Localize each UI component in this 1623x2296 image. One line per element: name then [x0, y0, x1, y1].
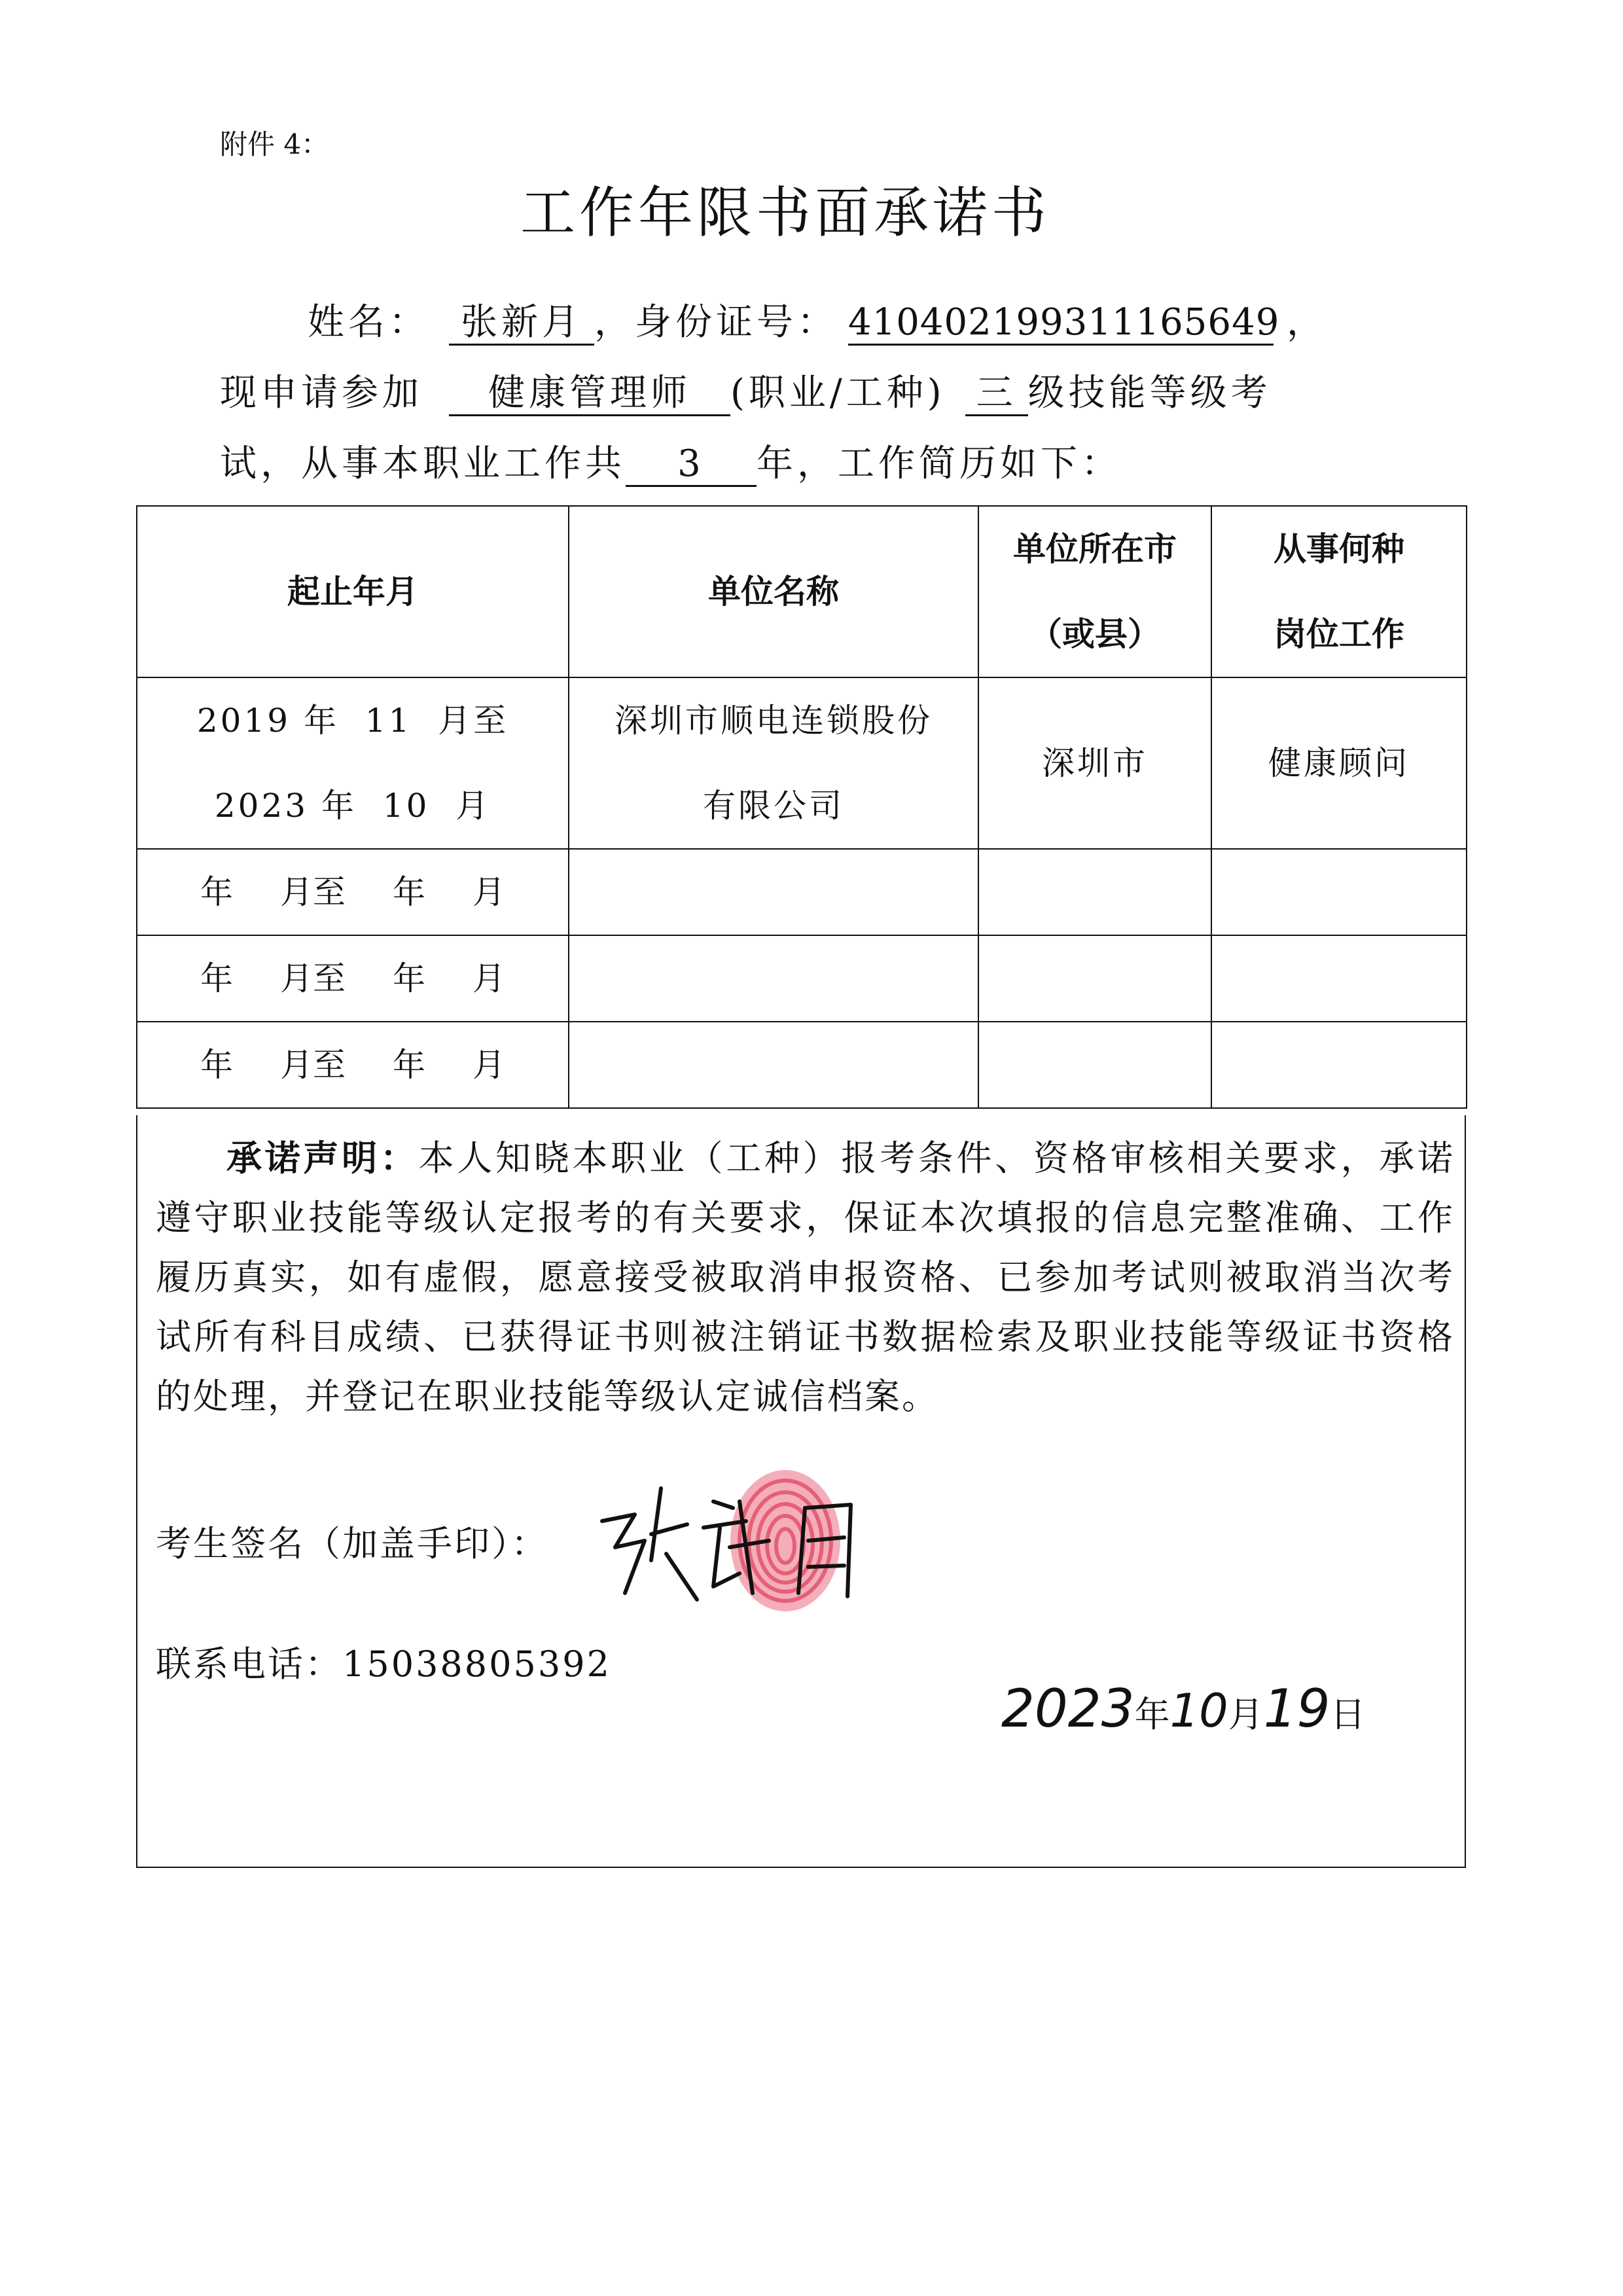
- id-suffix: ，: [1287, 301, 1327, 344]
- signature-label: 考生签名（加盖手印）：: [156, 1523, 548, 1564]
- cell-period: [137, 677, 569, 849]
- cell-city-empty: [978, 849, 1211, 935]
- header-position-line1: 从事何种: [1274, 530, 1404, 568]
- cell-city-empty: [978, 935, 1211, 1022]
- handwritten-signature: [589, 1462, 982, 1619]
- cell-company-empty: [569, 1022, 978, 1108]
- phone-line: [156, 1636, 611, 1687]
- apply-label: 现申请参加: [220, 372, 423, 414]
- table-row: [137, 677, 1467, 849]
- cell-company: [569, 677, 978, 849]
- cell-city-empty: [978, 1022, 1211, 1108]
- company-line1: 深圳市顺电连锁股份: [615, 702, 933, 740]
- phone-number: 15038805392: [342, 1643, 611, 1685]
- occupation-field: 健康管理师: [449, 372, 730, 416]
- exam-prefix: 试，从事本职业工作共: [220, 442, 626, 485]
- phone-label: 联系电话：: [156, 1643, 342, 1685]
- years-field: 3: [626, 443, 757, 487]
- date-month-char: 月: [1228, 1694, 1264, 1735]
- id-number-field: 410402199311165649: [848, 302, 1274, 346]
- header-position: [1211, 506, 1467, 677]
- declaration-label: 承诺声明：: [226, 1138, 419, 1179]
- month-to-label: 月至: [280, 873, 346, 911]
- declaration-body: 本人知晓本职业（工种）报考条件、资格审核相关要求，承诺遵守职业技能等级认定报考的有关要求，保证本次填报的信息完整准确、工作履历真实，如有虚假，愿意接受被取消申报资格、已参加考试则被取消当次考试所有科目成绩、已获得证书则被注销证书数据检索及职业技能等级证书资格的处理，并登记在职业技能等级认定诚信档案。: [156, 1138, 1455, 1417]
- year-label: 年: [393, 1046, 425, 1084]
- page-title: 工作年限书面承诺书: [520, 181, 1050, 245]
- declaration-text: [156, 1128, 1455, 1426]
- year-label: 年: [200, 960, 233, 997]
- name-label: 姓名：: [308, 301, 429, 344]
- intro-line-3: [220, 435, 1122, 487]
- cell-period-empty: [137, 935, 569, 1022]
- year-label: 年: [393, 873, 425, 911]
- cell-company-empty: [569, 849, 978, 935]
- year-label: 年: [200, 1046, 233, 1084]
- month-label: 月: [473, 1046, 505, 1084]
- month-label: 月: [473, 873, 505, 911]
- level-suffix: 级技能等级考: [1027, 372, 1272, 414]
- header-city: [978, 506, 1211, 677]
- header-position-line2: 岗位工作: [1274, 615, 1404, 653]
- table-header-row: [137, 506, 1467, 677]
- header-period: 起止年月: [137, 506, 569, 677]
- id-label: ，身份证号：: [594, 301, 838, 344]
- intro-line-2: [220, 364, 1272, 416]
- date-year: 2023: [1001, 1678, 1135, 1739]
- table-row: [137, 935, 1467, 1022]
- year-label: 年: [200, 873, 233, 911]
- cell-city: 深圳市: [978, 677, 1211, 849]
- cell-position: 健康顾问: [1211, 677, 1467, 849]
- period-end: 2023 年 10 月: [214, 787, 491, 825]
- cell-position-empty: [1211, 935, 1467, 1022]
- date-day: 19: [1263, 1678, 1330, 1739]
- declaration-box: [136, 1115, 1466, 1868]
- year-label: 年: [393, 960, 425, 997]
- cell-position-empty: [1211, 1022, 1467, 1108]
- company-line2: 有限公司: [703, 787, 844, 825]
- name-field: 张新月: [449, 302, 594, 346]
- date-month: 10: [1169, 1684, 1228, 1738]
- cell-period-empty: [137, 1022, 569, 1108]
- header-company: 单位名称: [569, 506, 978, 677]
- date-day-char: 日: [1330, 1694, 1366, 1735]
- month-to-label: 月至: [280, 1046, 346, 1084]
- period-start: 2019 年 11 月至: [196, 702, 509, 740]
- month-to-label: 月至: [280, 960, 346, 997]
- month-label: 月: [473, 960, 505, 997]
- date-year-char: 年: [1134, 1694, 1170, 1735]
- years-suffix: 年，工作简历如下：: [757, 442, 1122, 485]
- cell-period-empty: [137, 849, 569, 935]
- cell-company-empty: [569, 935, 978, 1022]
- level-field: 三: [965, 372, 1028, 416]
- attachment-label: 附件 4：: [220, 128, 329, 160]
- table-row: [137, 1022, 1467, 1108]
- handwritten-date: [1001, 1678, 1394, 1770]
- header-city-line2: （或县）: [1029, 615, 1160, 653]
- work-history-table: [136, 505, 1467, 1109]
- occupation-suffix: (职业/工种): [730, 372, 946, 414]
- intro-line-1: [308, 293, 1327, 346]
- cell-position-empty: [1211, 849, 1467, 935]
- table-row: [137, 849, 1467, 935]
- header-city-line1: 单位所在市: [1013, 530, 1177, 568]
